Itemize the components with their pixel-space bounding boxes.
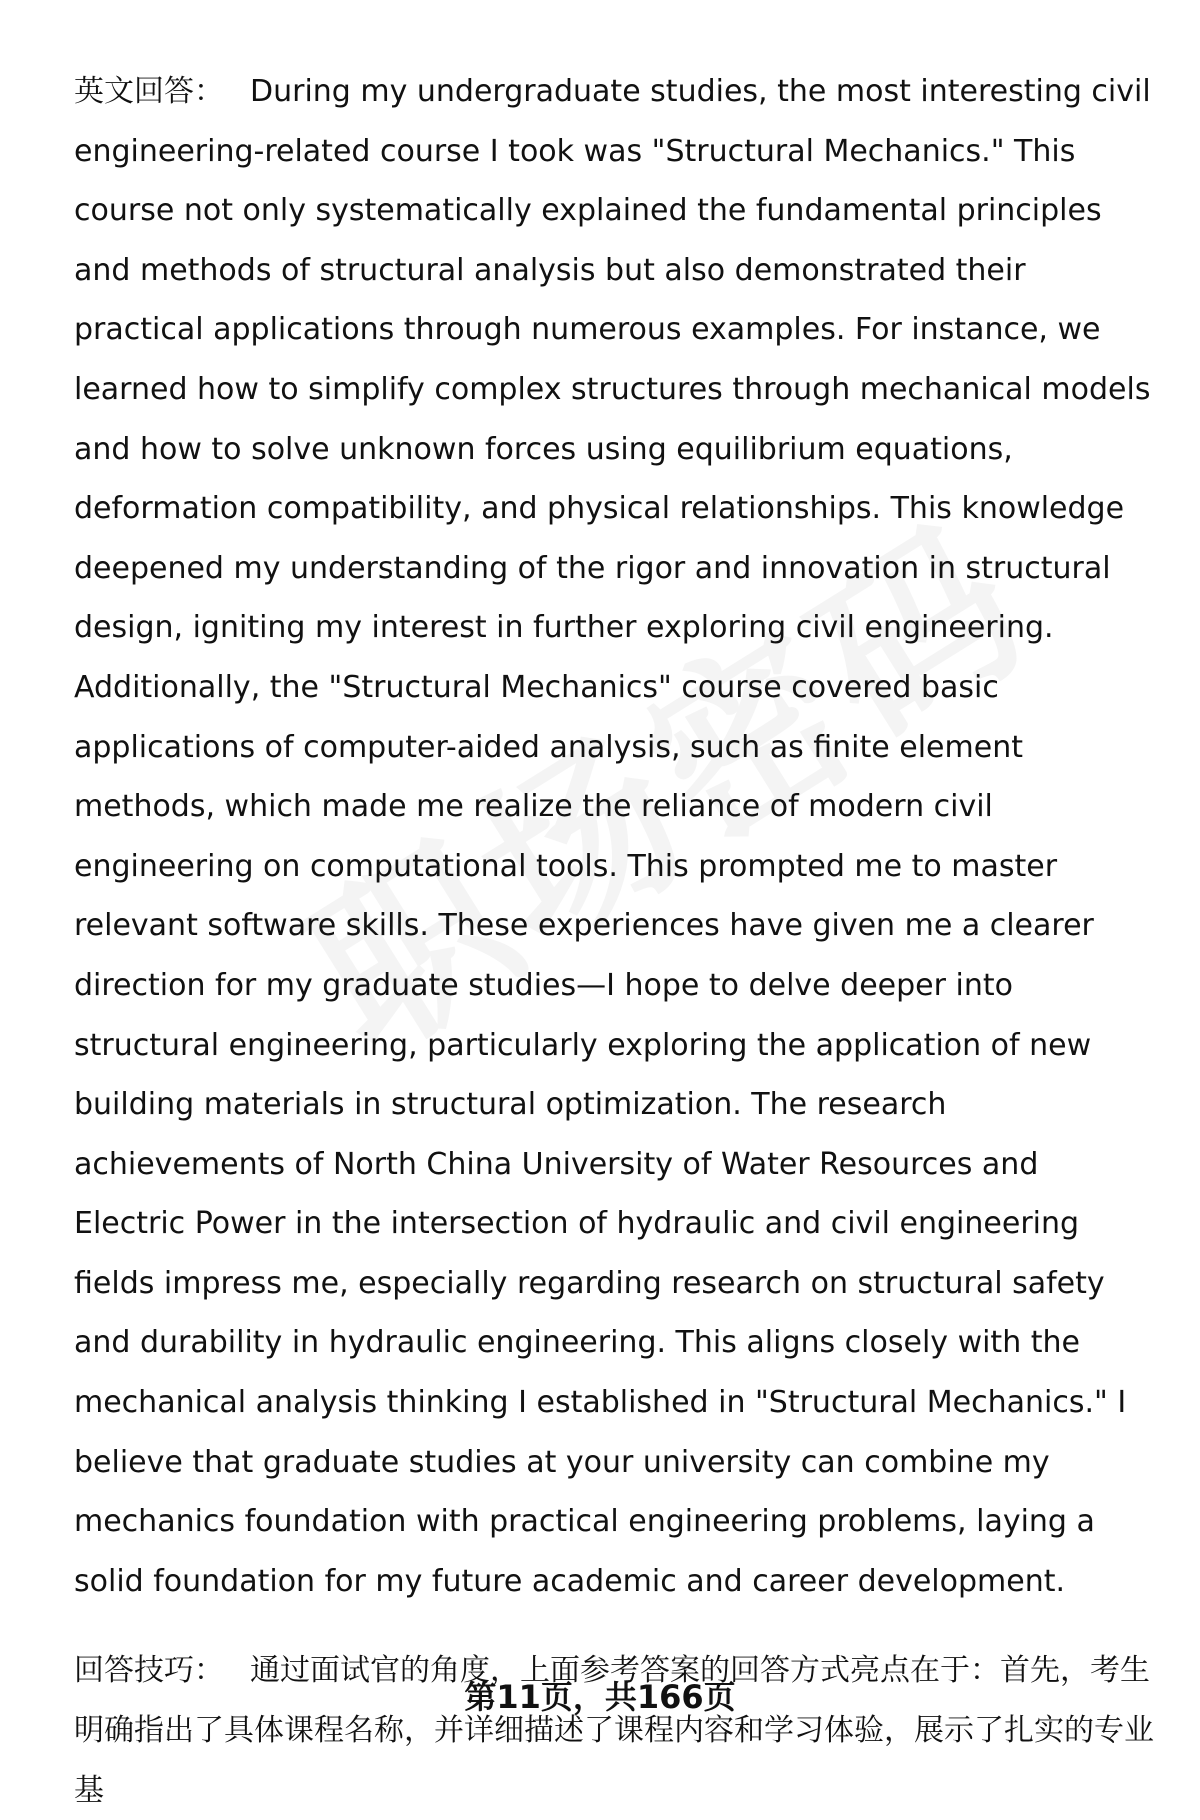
- answer-tips-text: 通过面试官的角度，上面参考答案的回答方式亮点在于：首先，考生明确指出了具体课程名称，并详细描述了课程内容和学习体验，展示了扎实的专业基: [74, 1653, 1154, 1808]
- english-answer-label: 英文回答：: [74, 74, 224, 109]
- page-indicator: 第11页，共166页: [464, 1678, 736, 1716]
- english-answer-text: During my undergraduate studies, the most interesting civil engineering-related course I took was "Structural Mechanics." This course not only systematically explained the fundamental principles and methods of structural analysis but also demonstrated their practical applications through numerous examples. For instance, we learned how to simplify complex structures through mechanical models and how to solve unknown forces using equilibrium equations, deformation compatibility, and physical relationships. This knowledge deepened my understanding of the rigor and innovation in structural design, igniting my interest in further exploring civil engineering. Additionally, the "Structural Mechanics" course covered basic applications of computer-aided analysis, such as finite element methods, which made me realize the reliance of modern civil engineering on computational tools. This prompted me to master relevant software skills. These experiences have given me a clearer direction for my graduate studies—I hope to delve deeper into structural engineering, particularly exploring the application of new building materials in structural optimization. The research achievements of North China University of Water Resources and Electric Power in the intersection of hydraulic and civil engineering fields impress me, especially regarding research on structural safety and durability in hydraulic engineering. This aligns closely with the mechanical analysis thinking I established in "Structural Mechanics." I believe that graduate studies at your university can combine my mechanics foundation with practical engineering problems, laying a solid foundation for my future academic and career development.: [74, 74, 1151, 1599]
- document-body: [74, 62, 1154, 1820]
- english-answer-paragraph: [74, 62, 1154, 1611]
- answer-tips-paragraph: [74, 1641, 1154, 1820]
- answer-tips-label: 回答技巧：: [74, 1653, 224, 1689]
